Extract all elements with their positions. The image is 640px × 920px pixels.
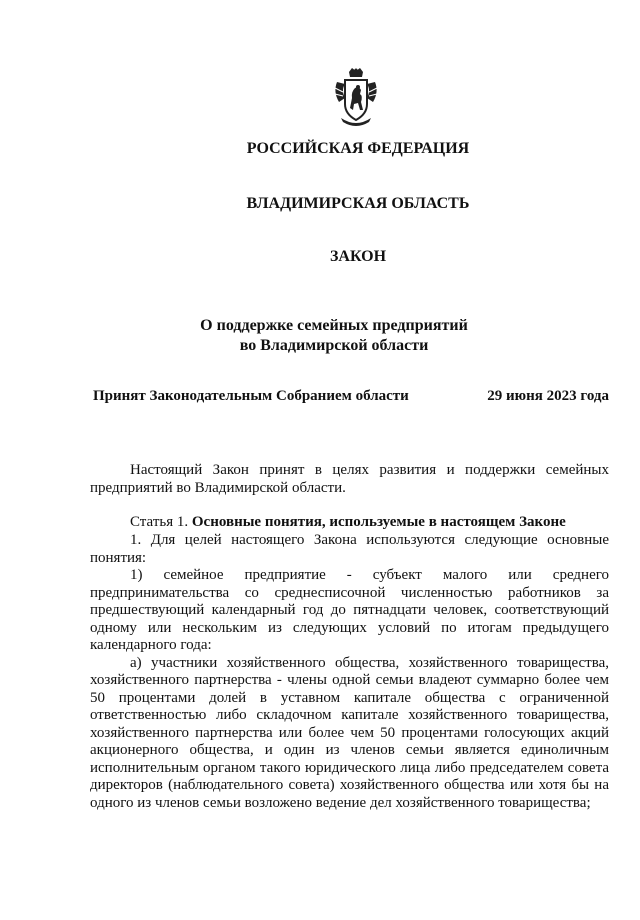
article-title: Основные понятия, используемые в настоящем Законе (191, 514, 566, 530)
preamble (90, 462, 609, 497)
article-paragraph: 1) семейное предприятие - субъект малого или среднего предпринимательства со среднесписочной численностью работников за предшествующий календарный год до пятнадцати человек, соответствующий одному или нескольким из следующих условий по итогам предыдущего календарного года: (90, 567, 609, 653)
law-title (0, 316, 640, 356)
law-title-line: во Владимирской области (239, 337, 429, 354)
article-paragraph: а) участники хозяйственного общества, хозяйственного товарищества, хозяйственного партнерства - члены одной семьи владеют суммарно более чем 50 процентами долей в уставном капитале общества с ограниченной ответственностью либо складочном капитале хозяйственного товарищества, хозяйственного партнерства или более чем 50 процентами голосующих акций акционерного общества, и один из членов семьи является единоличным исполнительным органом такого юридического лица либо председателем совета директоров (наблюдательного совета) хозяйственного общества или хотя бы на одного из членов семьи возложено ведение дел хозяйственного товарищества; (90, 654, 609, 811)
region-heading: ВЛАДИМИРСКАЯ ОБЛАСТЬ (246, 195, 470, 212)
preamble-paragraph: Настоящий Закон принят в целях развития и поддержки семейных предприятий во Владимирской области. (90, 462, 609, 496)
adoption-line (93, 388, 609, 405)
article-heading (130, 514, 566, 531)
adopting-body: Принят Законодательным Собранием области (93, 388, 409, 404)
coat-of-arms-emblem (333, 68, 379, 126)
law-title-line: О поддержке семейных предприятий (200, 317, 468, 334)
adoption-date: 29 июня 2023 года (487, 388, 609, 404)
document-type-heading: ЗАКОН (329, 248, 387, 265)
article-number: Статья 1. (130, 514, 189, 530)
country-heading: РОССИЙСКАЯ ФЕДЕРАЦИЯ (246, 140, 470, 157)
article-paragraph: 1. Для целей настоящего Закона используются следующие основные понятия: (90, 532, 609, 566)
article-body (90, 532, 609, 812)
